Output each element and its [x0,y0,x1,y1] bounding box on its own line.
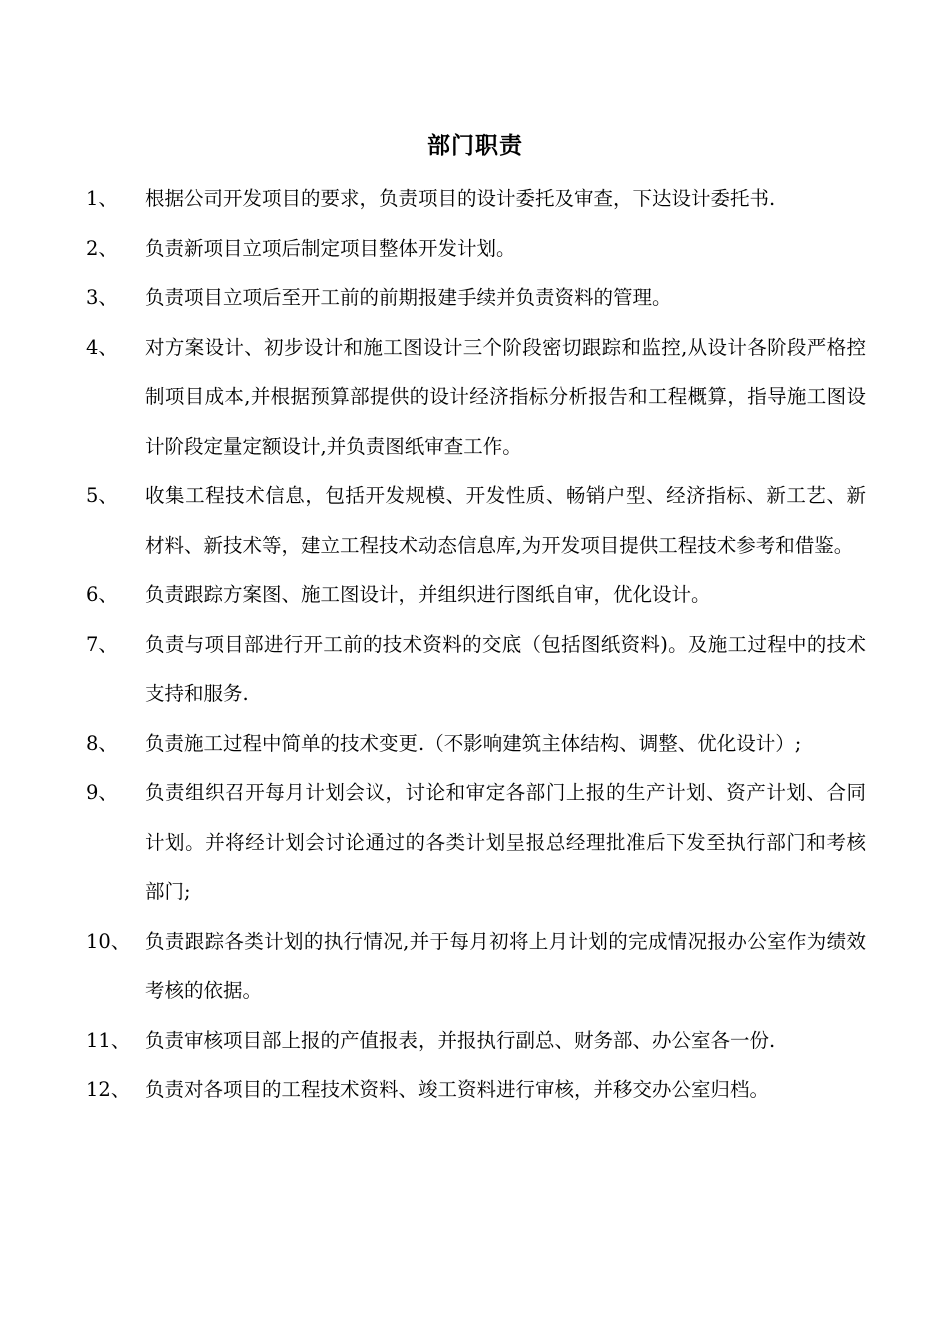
document-title: 部门职责 [427,132,523,159]
item-text: 对方案设计、初步设计和施工图设计三个阶段密切跟踪和监控,从设计各阶段严格控制项目成本,并根据预算部提供的设计经济指标分析报告和工程概算，指导施工图设计阶段定量定额设计,并负责图纸审查工作。 [145,335,866,458]
list-item [86,620,866,719]
item-text: 收集工程技术信息，包括开发规模、开发性质、畅销户型、经济指标、新工艺、新材料、新技术等，建立工程技术动态信息库,为开发项目提供工程技术参考和借鉴。 [145,484,866,557]
item-text: 负责跟踪各类计划的执行情况,并于每月初将上月计划的完成情况报办公室作为绩效考核的依据。 [145,929,866,1002]
duties-list [86,174,866,1115]
list-item [86,323,866,472]
item-number: 4、 [86,335,118,359]
item-number: 3、 [86,286,118,309]
item-number: 6、 [86,583,118,606]
item-number: 5、 [86,484,118,507]
list-item [86,471,866,570]
item-number: 10、 [86,929,131,953]
item-number: 2、 [86,236,118,260]
list-item [86,1065,866,1115]
item-number: 7、 [86,632,118,656]
list-item [86,719,866,769]
item-number: 12、 [86,1078,131,1101]
item-text: 负责与项目部进行开工前的技术资料的交底（包括图纸资料)。及施工过程中的技术支持和服务. [145,632,866,705]
list-item [86,1016,866,1066]
item-text: 负责施工过程中简单的技术变更.（不影响建筑主体结构、调整、优化设计）; [145,731,802,755]
item-text: 负责组织召开每月计划会议，讨论和审定各部门上报的生产计划、资产计划、合同计划。并将经计划会讨论通过的各类计划呈报总经理批准后下发至执行部门和考核部门; [145,781,866,903]
list-item [86,273,866,323]
item-number: 11、 [86,1028,131,1052]
item-number: 8、 [86,731,118,755]
list-item [86,570,866,620]
list-item [86,917,866,1016]
item-text: 负责审核项目部上报的产值报表，并报执行副总、财务部、办公室各一份. [145,1028,776,1052]
item-text: 负责跟踪方案图、施工图设计，并组织进行图纸自审，优化设计。 [145,583,711,606]
item-text: 负责新项目立项后制定项目整体开发计划。 [145,236,516,260]
item-number: 9、 [86,781,118,804]
list-item [86,768,866,917]
list-item [86,174,866,224]
item-text: 负责项目立项后至开工前的前期报建手续并负责资料的管理。 [145,286,672,309]
item-number: 1、 [86,187,118,210]
list-item [86,224,866,274]
item-text: 负责对各项目的工程技术资料、竣工资料进行审核，并移交办公室归档。 [145,1078,770,1101]
item-text: 根据公司开发项目的要求，负责项目的设计委托及审查，下达设计委托书. [145,187,776,210]
